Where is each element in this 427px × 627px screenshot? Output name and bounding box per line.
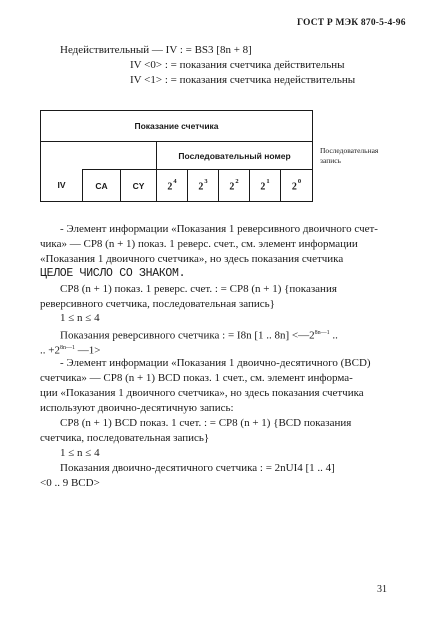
definition-line: Недействительный — IV : = BS3 [8n + 8] [60,44,252,56]
body-line: «Показания 1 двоичного счетчика», но здесь показания счетчика [40,253,344,265]
body-line: реверсивного счетчика, последовательная запись} [40,298,275,310]
body-line: - Элемент информации «Показания 1 реверсивного двоичного счет- [60,223,378,235]
formula-line: Показания реверсивного счетчика : = I8n [1 .. $8n] <—2^{8n—1}$ .. [60,329,338,342]
body-line: счетчика, последовательная запись} [40,432,210,444]
document-header: ГОСТ Р МЭК 870-5-4-96 [297,18,406,28]
table-title: Показание счетчика [41,111,313,142]
body-line: ции «Показания 1 двоичного счетчика», но здесь показания счетчика [40,387,364,399]
column-cy: CY [121,170,157,202]
page-number: 31 [377,584,387,595]
body-line: счетчика» — CP8 (n + 1) BCD показ. 1 счет., см. элемент информа- [40,372,353,384]
body-line: CP8 (n + 1) BCD показ. 1 счет. : = CP8 (n + 1) {BCD показания [60,417,352,429]
bit-power: $2^4$ [157,170,188,202]
column-ca: CA [83,170,121,202]
formula-line: <0 .. 9 BCD> [40,477,100,489]
bit-power: $2^1$ [250,170,281,202]
bit-power: $2^2$ [219,170,250,202]
definition-line: IV <0> : = показания счетчика действительны [130,59,345,71]
body-line: используют двоично-десятичную запись: [40,402,234,414]
definition-line: IV <1> : = показания счетчика недействительны [130,74,356,86]
side-note: Последовательная [320,146,379,155]
side-note: запись [320,156,341,165]
range-line: 1 ≤ n ≤ 4 [60,312,100,324]
body-line: чика» — CP8 (n + 1) показ. 1 реверс. счет., см. элемент информации [40,238,358,250]
formula-line: .. $+2^{8n—1}$ —1> [40,344,101,357]
counter-register-table [40,110,313,202]
range-line: 1 ≤ n ≤ 4 [60,447,100,459]
table-subtitle: Последовательный номер [157,142,313,170]
body-line: - Элемент информации «Показания 1 двоично-десятичного (BCD) [60,357,371,369]
formula-line: Показания двоично-десятичного счетчика : = 2nUI4 [1 .. 4] [60,462,335,474]
bit-power: $2^0$ [281,170,313,202]
bit-power: $2^3$ [188,170,219,202]
body-line: CP8 (n + 1) показ. 1 реверс. счет. : = CP8 (n + 1) {показания [60,283,337,295]
body-line: ЦЕЛОЕ ЧИСЛО СО ЗНАКОМ. [40,267,186,280]
column-iv: IV [41,170,83,202]
